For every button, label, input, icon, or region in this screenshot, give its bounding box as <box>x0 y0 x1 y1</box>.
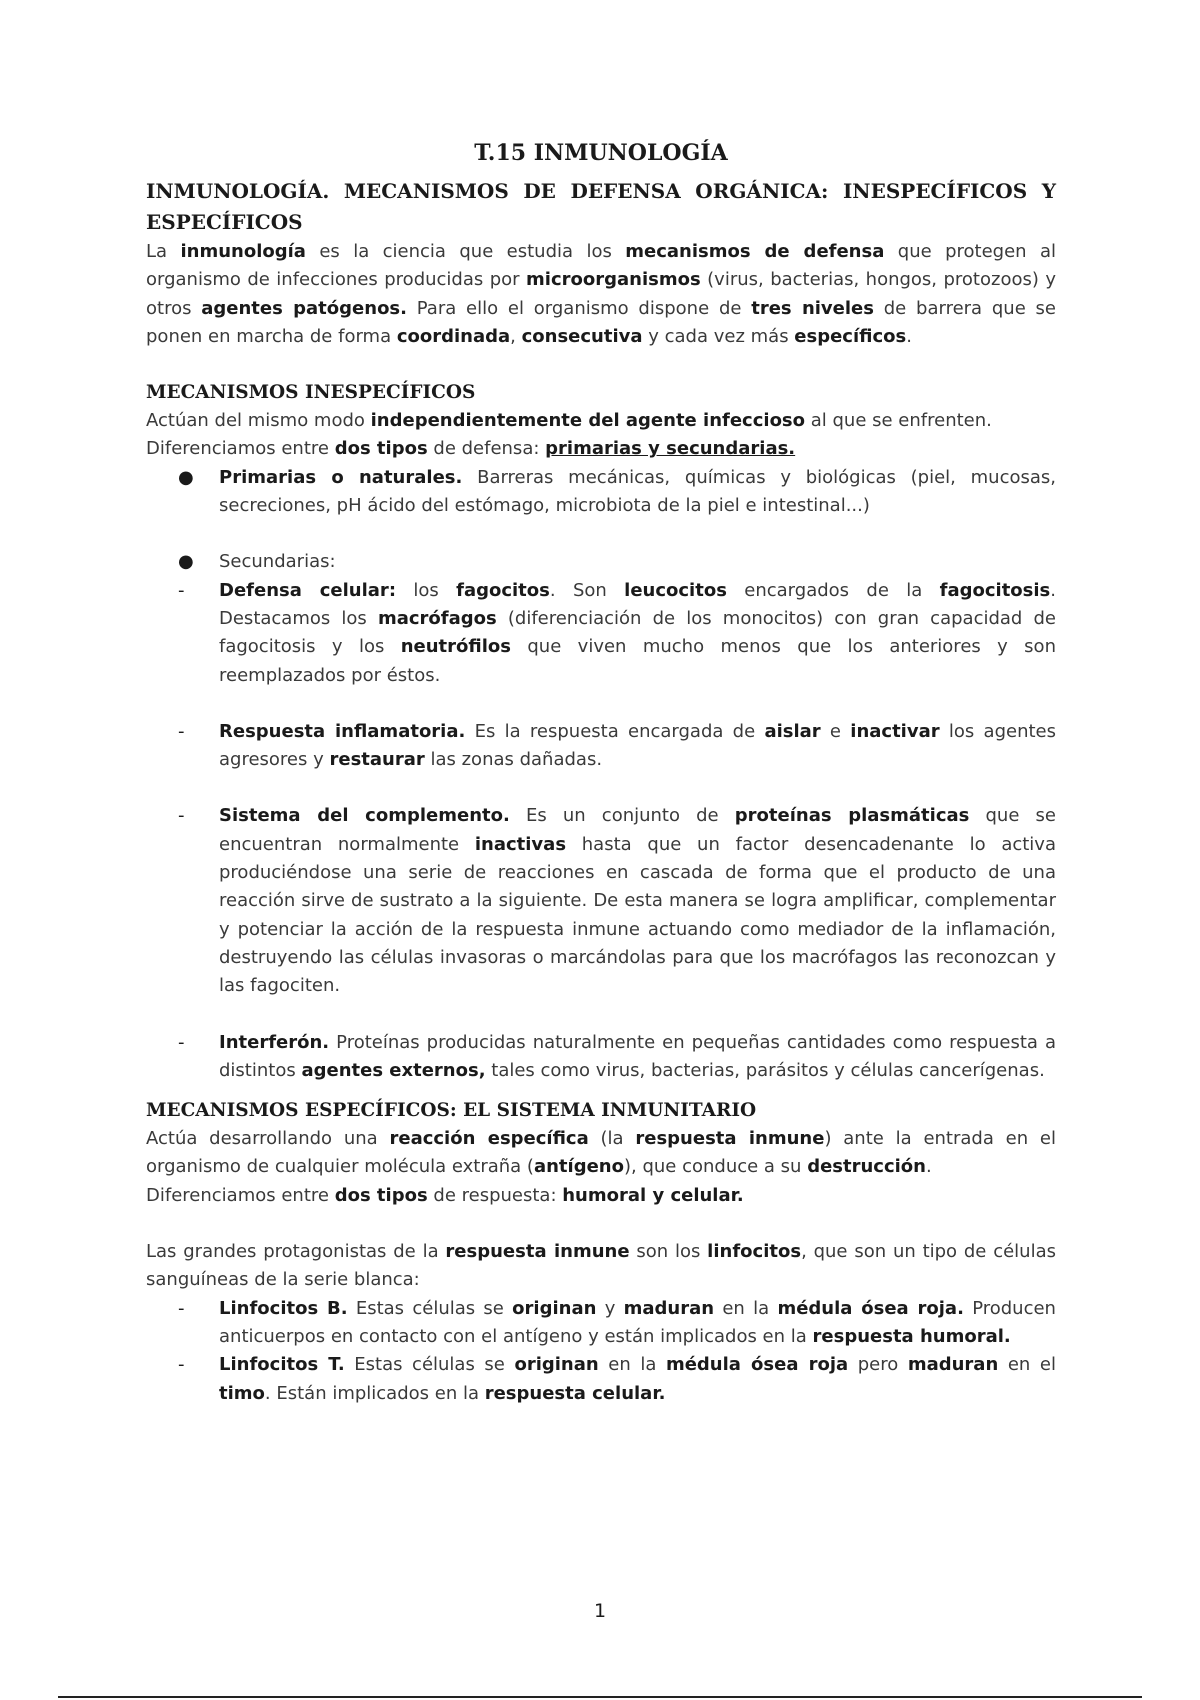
dash-marker: - <box>178 579 185 601</box>
bold-term: dos tipos <box>334 1184 428 1206</box>
list-item-text: Primarias o naturales. Barreras mecánicas, químicas y biológicas (piel, mucosas, secreciones, pH ácido del estómago, microbiota de la piel e intestinal...) <box>219 466 1057 517</box>
document-title: T.15 INMUNOLOGÍA <box>474 140 728 166</box>
bold-term: médula ósea roja <box>665 1354 849 1376</box>
dash-marker: - <box>178 1297 185 1319</box>
section-heading-inespecificos: MECANISMOS INESPECÍFICOS <box>146 382 476 404</box>
list-item-text: Interferón. Proteínas producidas naturalmente en pequeñas cantidades como respuesta a distintos agentes externos, tales como virus, bacterias, parásitos y células cancerígenas. <box>219 1031 1056 1081</box>
list-item <box>146 1029 1056 1086</box>
paragraph: Actúa desarrollando una reacción específica (la respuesta inmune) ante la entrada en el organismo de cualquier molécula extraña (antígeno), que conduce a su destrucción. <box>146 1128 1057 1178</box>
list-item <box>146 718 1056 775</box>
bold-term: Interferón. <box>219 1031 330 1053</box>
bold-term: respuesta inmune <box>635 1128 825 1150</box>
bold-term: inactivas <box>474 833 567 855</box>
bold-term: coordinada <box>396 325 511 347</box>
list-item <box>146 1295 1056 1352</box>
bold-term: maduran <box>907 1354 999 1376</box>
footer-rule <box>58 1696 1142 1698</box>
list-item <box>146 464 1056 521</box>
bold-term: macrófagos <box>377 607 497 629</box>
bold-term: fagocitosis <box>939 579 1051 601</box>
dash-marker: - <box>178 720 185 742</box>
paragraph: Las grandes protagonistas de la respuesta inmune son los linfocitos, que son un tipo de células sanguíneas de la serie blanca: <box>146 1241 1056 1291</box>
list-item-text: Sistema del complemento. Es un conjunto de proteínas plasmáticas que se encuentran normalmente inactivas hasta que un factor desencadenante lo activa produciéndose una serie de reacciones en cascada de forma que el producto de una reacción sirve de sustrato a la siguiente. De esta manera se logra amplificar, complementar y potenciar la acción de la respuesta inmune actuando como mediador de la inflamación, destruyendo las células invasoras o marcándolas para que los macrófagos las reconozcan y las fagociten. <box>219 805 1056 997</box>
bold-term: humoral y celular. <box>562 1184 744 1206</box>
list-item <box>146 548 1056 576</box>
bold-term: Linfocitos T. <box>219 1354 345 1376</box>
bold-term: tres niveles <box>751 297 874 319</box>
bullet-marker: ● <box>178 466 194 488</box>
dash-marker: - <box>178 805 185 827</box>
page-number: 1 <box>593 1600 607 1622</box>
bold-term: linfocitos <box>707 1241 802 1263</box>
bold-term: destrucción <box>807 1156 926 1178</box>
paragraph: Actúan del mismo modo independientemente del agente infeccioso al que se enfrenten. <box>146 410 992 432</box>
bold-term: originan <box>512 1297 597 1319</box>
bold-term: agentes externos, <box>301 1059 486 1081</box>
bold-term: agentes patógenos. <box>201 297 407 319</box>
list-item-text: Secundarias: <box>219 551 336 573</box>
bold-term: restaurar <box>329 749 425 771</box>
bold-term: primarias y secundarias. <box>545 438 796 460</box>
bold-term: fagocitos <box>456 579 550 601</box>
intro-paragraph: La inmunología es la ciencia que estudia los mecanismos de defensa que protegen al organismo de infecciones producidas por microorganismos (virus, bacterias, hongos, protozoos) y otros agentes patógenos. Para ello el organismo dispone de tres niveles de barrera que se ponen en marcha de forma coordinada, consecutiva y cada vez más específicos. <box>146 241 1057 347</box>
bold-term: médula ósea roja. <box>777 1297 964 1319</box>
bold-term: inactivar <box>850 720 940 742</box>
bold-term: microorganismos <box>526 269 701 291</box>
bold-term: Defensa celular: <box>219 579 397 601</box>
bold-term: proteínas plasmáticas <box>734 805 970 827</box>
bold-term: maduran <box>623 1297 715 1319</box>
list-item <box>146 577 1056 690</box>
list-item <box>146 802 1056 1000</box>
bold-term: neutrófilos <box>400 636 511 658</box>
list-item-text: Linfocitos T. Estas células se originan en la médula ósea roja pero maduran en el timo. Están implicados en la respuesta celular. <box>219 1354 1056 1404</box>
dash-marker: - <box>178 1354 185 1376</box>
paragraph: Diferenciamos entre dos tipos de respuesta: humoral y celular. <box>146 1184 744 1206</box>
dash-marker: - <box>178 1031 185 1053</box>
bold-term: específicos <box>794 325 907 347</box>
bold-term: timo <box>219 1382 265 1404</box>
bold-term: reacción específica <box>389 1128 589 1150</box>
bold-term: originan <box>514 1354 599 1376</box>
bold-term: dos tipos <box>334 438 428 460</box>
bold-term: respuesta celular. <box>484 1382 666 1404</box>
bold-term: antígeno <box>533 1156 624 1178</box>
bold-term: independientemente del agente infeccioso <box>370 410 806 432</box>
paragraph: Diferenciamos entre dos tipos de defensa: primarias y secundarias. <box>146 438 796 460</box>
list-item-text: Defensa celular: los fagocitos. Son leucocitos encargados de la fagocitosis. Destacamos los macrófagos (diferenciación de los monocitos) con gran capacidad de fagocitosis y los neutrófilos que viven mucho menos que los anteriores y son reemplazados por éstos. <box>219 579 1056 686</box>
main-heading: INMUNOLOGÍA. MECANISMOS DE DEFENSA ORGÁNICA: INESPECÍFICOS Y ESPECÍFICOS <box>146 179 1056 234</box>
bold-term: Linfocitos B. <box>219 1297 348 1319</box>
section-heading-especificos: MECANISMOS ESPECÍFICOS: EL SISTEMA INMUNITARIO <box>146 1100 757 1122</box>
list-item-text: Respuesta inflamatoria. Es la respuesta encargada de aislar e inactivar los agentes agresores y restaurar las zonas dañadas. <box>219 720 1056 771</box>
document-page <box>146 140 1056 1408</box>
bold-term: Sistema del complemento. <box>219 805 510 827</box>
bold-term: aislar <box>764 720 821 742</box>
bold-term: inmunología <box>180 241 306 262</box>
list-item-text: Linfocitos B. Estas células se originan y maduran en la médula ósea roja. Producen anticuerpos en contacto con el antígeno y están implicados en la respuesta humoral. <box>219 1297 1056 1347</box>
bullet-marker: ● <box>178 551 194 573</box>
bold-term: leucocitos <box>624 579 727 601</box>
list-item <box>146 1351 1056 1408</box>
bold-term: respuesta humoral. <box>812 1325 1011 1347</box>
bold-term: consecutiva <box>521 325 643 347</box>
bold-term: respuesta inmune <box>445 1241 630 1263</box>
bold-term: mecanismos de defensa <box>625 241 885 262</box>
bold-term: Primarias o naturales. <box>219 466 463 488</box>
bold-term: Respuesta inflamatoria. <box>219 720 466 742</box>
